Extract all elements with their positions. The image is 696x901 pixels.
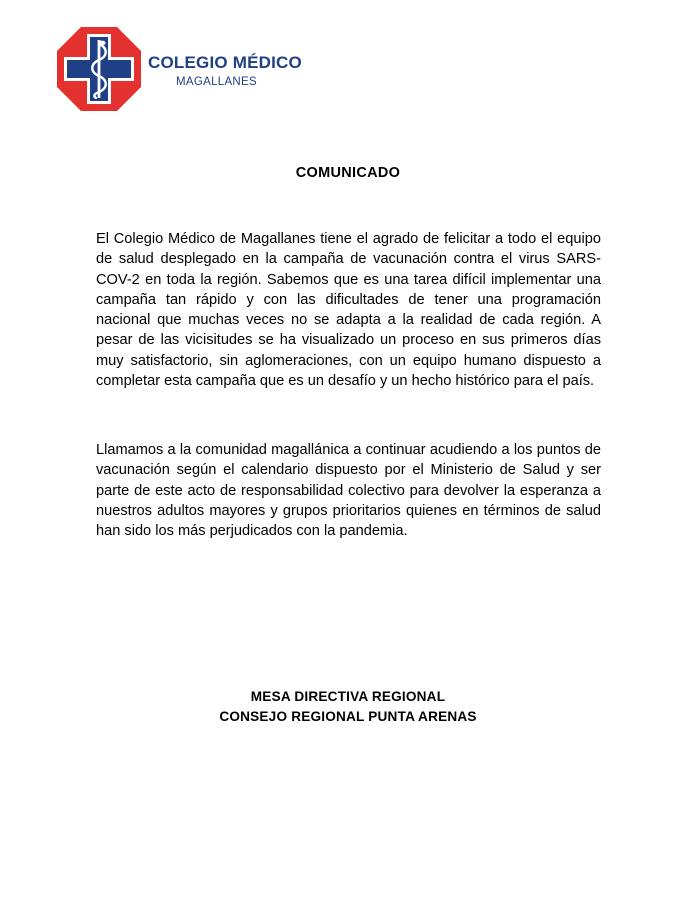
caduceus-cross-emblem-icon bbox=[56, 26, 142, 112]
logo-name: COLEGIO MÉDICO bbox=[148, 53, 302, 72]
colegio-medico-logo bbox=[56, 26, 306, 114]
signature-line-consejo-regional: CONSEJO REGIONAL PUNTA ARENAS bbox=[219, 709, 477, 724]
logo-region: MAGALLANES bbox=[176, 76, 257, 88]
signature-line-mesa-directiva: MESA DIRECTIVA REGIONAL bbox=[250, 689, 446, 704]
document-title: COMUNICADO bbox=[295, 165, 401, 181]
paragraph-felicitacion: El Colegio Médico de Magallanes tiene el agrado de felicitar a todo el equipo de salud desplegado en la campaña de vacunación contra el virus SARS-COV-2 en toda la región. Sabemos que es una tarea difícil implementar una campaña tan rápido y con las dificultades de tener una programación nacional que muchas veces no se adapta a la realidad de cada región. A pesar de las vicisitudes se ha visualizado un proceso en sus primeros días muy satisfactorio, sin aglomeraciones, con un equipo humano dispuesto a completar esta campaña que es un desafío y un hecho histórico para el país. bbox=[96, 231, 601, 390]
paragraph-llamado: Llamamos a la comunidad magallánica a continuar acudiendo a los puntos de vacunación según el calendario dispuesto por el Ministerio de Salud y ser parte de este acto de responsabilidad colectivo para devolver la esperanza a nuestros adultos mayores y grupos prioritarios quienes en términos de salud han sido los más perjudicados con la pandemia. bbox=[96, 442, 601, 540]
